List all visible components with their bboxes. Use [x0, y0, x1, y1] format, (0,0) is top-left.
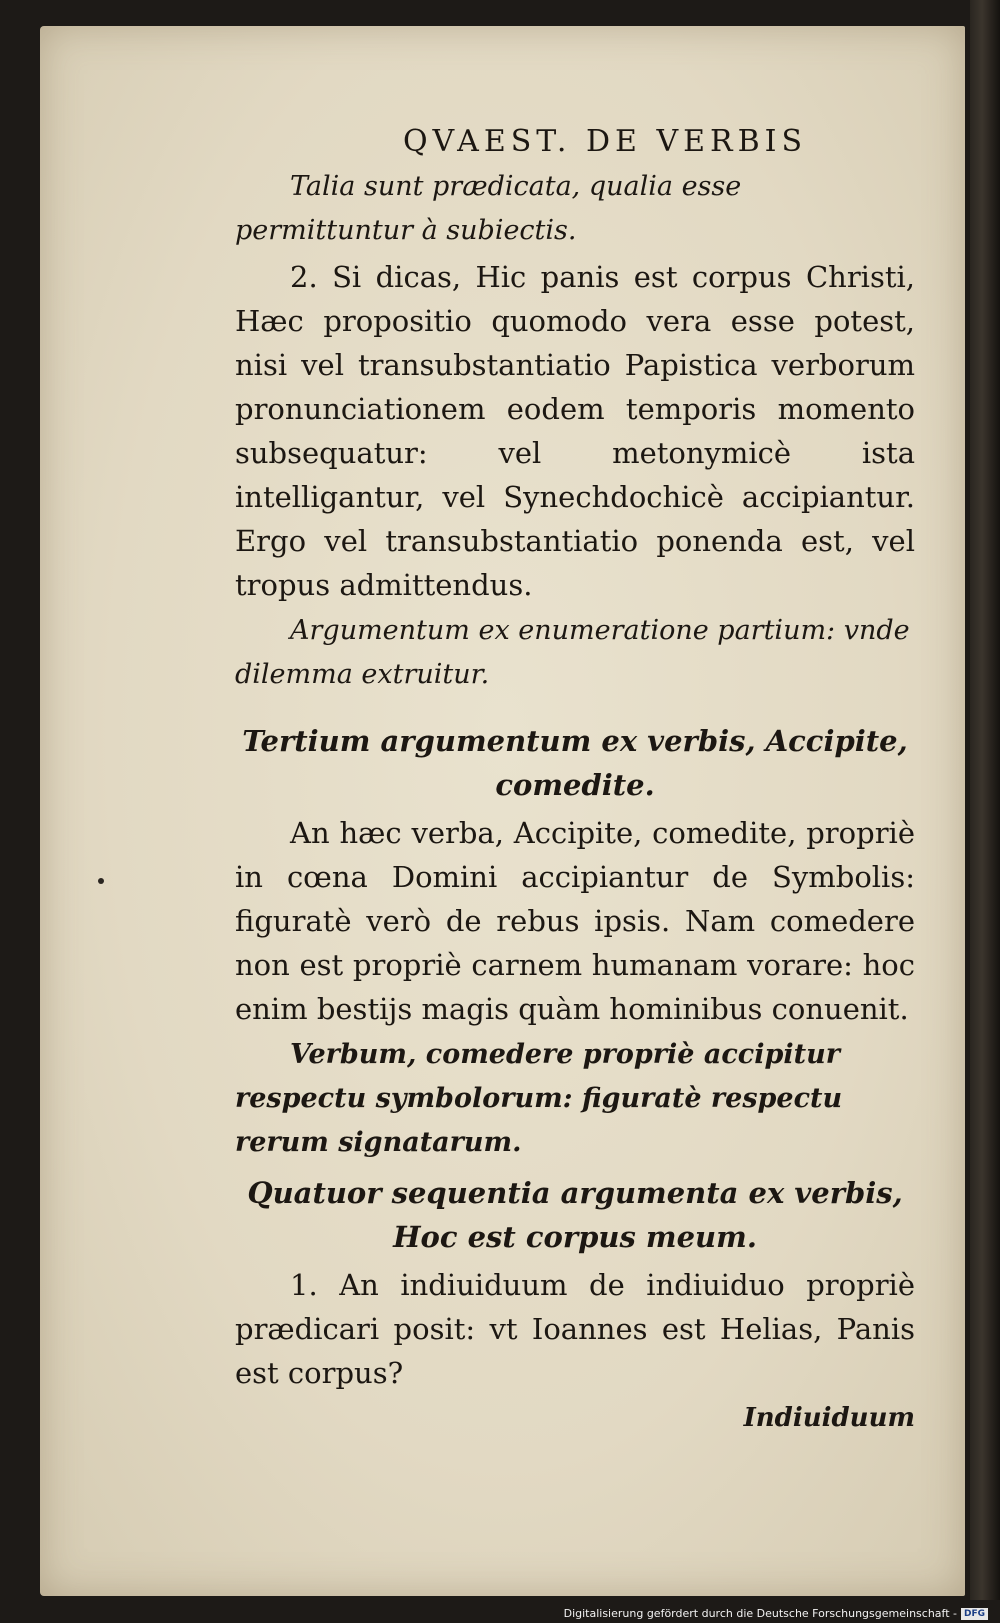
text-block — [235, 124, 915, 1433]
scan-edge — [970, 0, 1000, 1600]
paragraph-1: Talia sunt prædicata, qualia esse permittuntur à subiectis. — [235, 171, 742, 246]
paragraph-6: 1. An indiuiduum de indiuiduo propriè prædicari posit: vt Ioannes est Helias, Panis est corpus? — [235, 1268, 915, 1390]
ink-speck — [98, 878, 104, 884]
digitization-footer — [564, 1607, 988, 1620]
paragraph-4: An hæc verba, Accipite, comedite, propriè in cœna Domini accipiantur de Symbolis: figuratè verò de rebus ipsis. Nam comedere non est propriè carnem humanam vorare: hoc enim bestijs magis quàm hominibus conuenit. — [235, 816, 915, 1026]
section-heading-1: Tertium argumentum ex verbis, Accipite, comedite. — [242, 724, 908, 802]
dfg-logo: DFG — [961, 1608, 988, 1620]
paragraph-5: Verbum, comedere propriè accipitur respectu symbolorum: figuratè respectu rerum signatarum. — [235, 1039, 843, 1158]
catchword: Indiuiduum — [743, 1403, 915, 1433]
paragraph-2: 2. Si dicas, Hic panis est corpus Christi, Hæc propositio quomodo vera esse potest, nisi vel transubstantiatio Papistica verborum pronunciationem eodem temporis momento subsequatur: vel metonymicè ista intelligantur, vel Synechdochicè accipiantur. Ergo vel transubstantiatio ponenda est, vel tropus admittendus. — [235, 260, 915, 602]
paragraph-3: Argumentum ex enumeratione partium: vnde dilemma extruitur. — [235, 615, 910, 690]
footer-text: Digitalisierung gefördert durch die Deutsche Forschungsgemeinschaft - — [563, 1607, 957, 1620]
book-page — [40, 26, 965, 1596]
running-head: QVAEST. DE VERBIS — [402, 124, 808, 159]
section-heading-2: Quatuor sequentia argumenta ex verbis, Hoc est corpus meum. — [247, 1176, 903, 1254]
